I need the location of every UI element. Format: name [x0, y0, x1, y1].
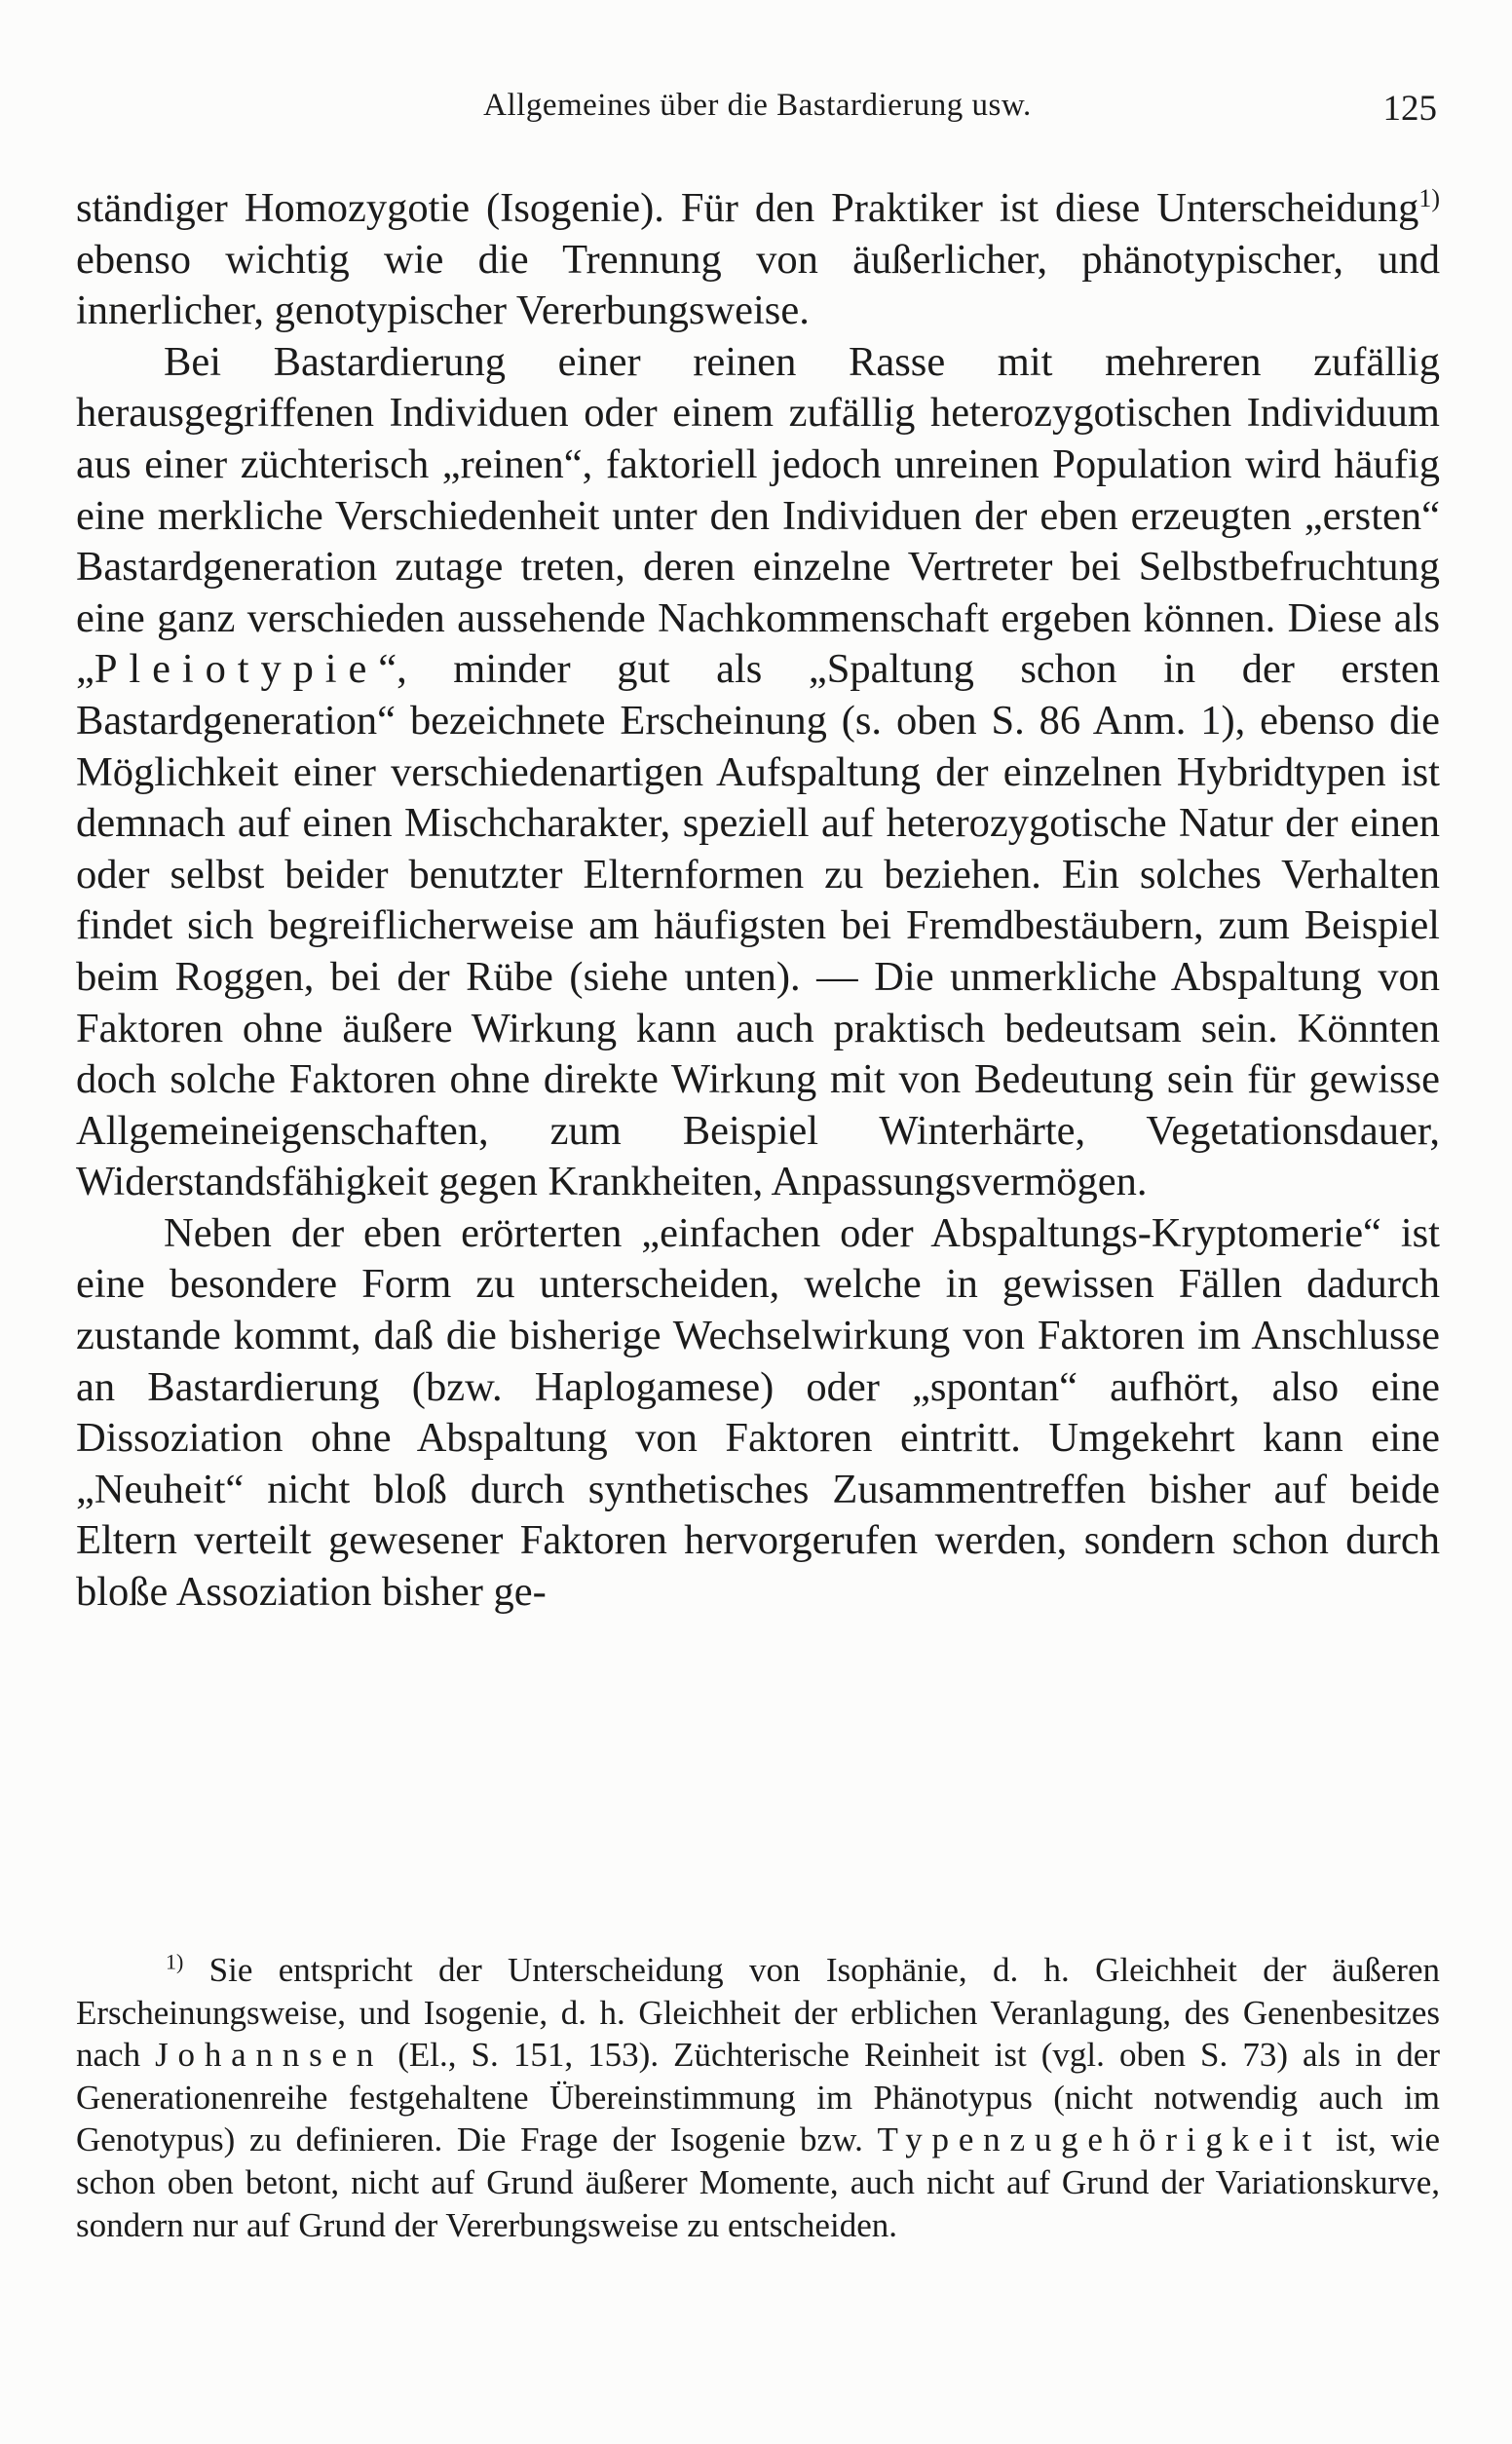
paragraph-1 — [76, 183, 1440, 337]
paragraph-3-text: Neben der eben erörterten „einfachen oder Abspaltungs-Kryptomerie“ ist eine besondere Form zu unterscheiden, welche in gewissen Fällen dadurch zustande kommt, daß die bisherige Wechselwirkung von Faktoren im Anschlusse an Bastardierung (bzw. Haplogamese) oder „spontan“ aufhört, also eine Dissoziation ohne Abspaltung von Faktoren eintritt. Umgekehrt kann eine „Neuheit“ nicht bloß durch synthetisches Zusammentreffen bisher auf beide Eltern verteilt gewesener Faktoren hervorgerufen werden, sondern schon durch bloße Assoziation bisher ge- — [76, 1209, 1440, 1616]
paragraph-2-text-a: Bei Bastardierung einer reinen Rasse mit mehreren zufällig herausgegriffenen Individuen oder einem zufällig heterozygotischen Individuum aus einer züchterisch „reinen“, faktoriell jedoch unreinen Population wird häufig eine merkliche Verschiedenheit unter den Individuen der eben erzeugten „ersten“ Bastardgeneration zutage treten, deren einzelne Vertreter bei Selbstbefruchtung eine ganz verschieden aussehende Nachkommenschaft ergeben können. Diese als „ — [76, 338, 1440, 693]
author-name-johannsen: Johannsen — [155, 2036, 384, 2075]
footnote-reference: 1) — [1418, 183, 1440, 212]
footnote-paragraph — [76, 1949, 1440, 2246]
running-title: Allgemeines über die Bastardierung usw. — [483, 88, 1032, 123]
paragraph-2-text-b: “, minder gut als „Spaltung schon in der ersten Bastardgeneration“ bezeichnete Erscheinung (s. oben S. 86 Anm. 1), ebenso die Möglichkeit einer verschiedenartigen Aufspaltung der einzelnen Hybridtypen ist demnach auf einen Mischcharakter, speziell auf heterozygotische Natur der einen oder selbst beider benutzter Elternformen zu beziehen. Ein solches Verhalten findet sich begreiflicherweise am häufigsten bei Fremdbestäubern, zum Beispiel beim Roggen, bei der Rübe (siehe unten). — Die unmerkliche Abspaltung von Faktoren ohne äußere Wirkung kann auch praktisch bedeutsam sein. Könnten doch solche Faktoren ohne direkte Wirkung mit von Bedeutung sein für gewisse Allgemeineigenschaften, zum Beispiel Winterhärte, Vegetationsdauer, Widerstandsfähigkeit gegen Krankheiten, Anpassungsvermögen. — [76, 646, 1440, 1205]
footnote-text-b: (El., S. 151, 153). Züchterische Reinheit ist (vgl. oben S. 73) als in der Generationenreihe festgehaltene Übereinstimmung im Phänotypus (nicht notwendig auch im Genotypus) zu definieren. Die Frage der Isogenie bzw. — [76, 2036, 1440, 2159]
footnote-text-c: ist, wie schon oben betont, nicht auf Grund äußerer Momente, auch nicht auf Grund der Variationskurve, sondern nur auf Grund der Vererbungsweise zu entscheiden. — [76, 2120, 1441, 2244]
page-number: 125 — [1382, 89, 1437, 129]
footnote — [76, 1949, 1440, 2246]
emphasized-term-pleiotypie: Pleiotypie — [94, 646, 379, 693]
paragraph-2 — [76, 337, 1440, 1208]
running-header — [78, 88, 1437, 138]
footnote-text-a: Sie entspricht der Unterscheidung von Isophänie, d. h. Gleichheit der äußeren Erscheinungsweise, und Isogenie, d. h. Gleichheit der erblichen Veranlagung, des Genenbesitzes nach — [76, 1951, 1440, 2075]
paragraph-3 — [76, 1208, 1440, 1619]
footnote-mark: 1) — [166, 1949, 184, 1974]
emphasized-term-typenzugehoerigkeit: Typenzugehörigkeit — [877, 2120, 1322, 2159]
paragraph-1-text-b: ebenso wichtig wie die Trennung von äußerlicher, phänotypischer, und innerlicher, genotypischer Vererbungsweise. — [76, 236, 1440, 334]
main-text — [76, 183, 1440, 1619]
paragraph-1-text-a: ständiger Homozygotie (Isogenie). Für den Praktiker ist diese Unterscheidung — [76, 185, 1419, 231]
